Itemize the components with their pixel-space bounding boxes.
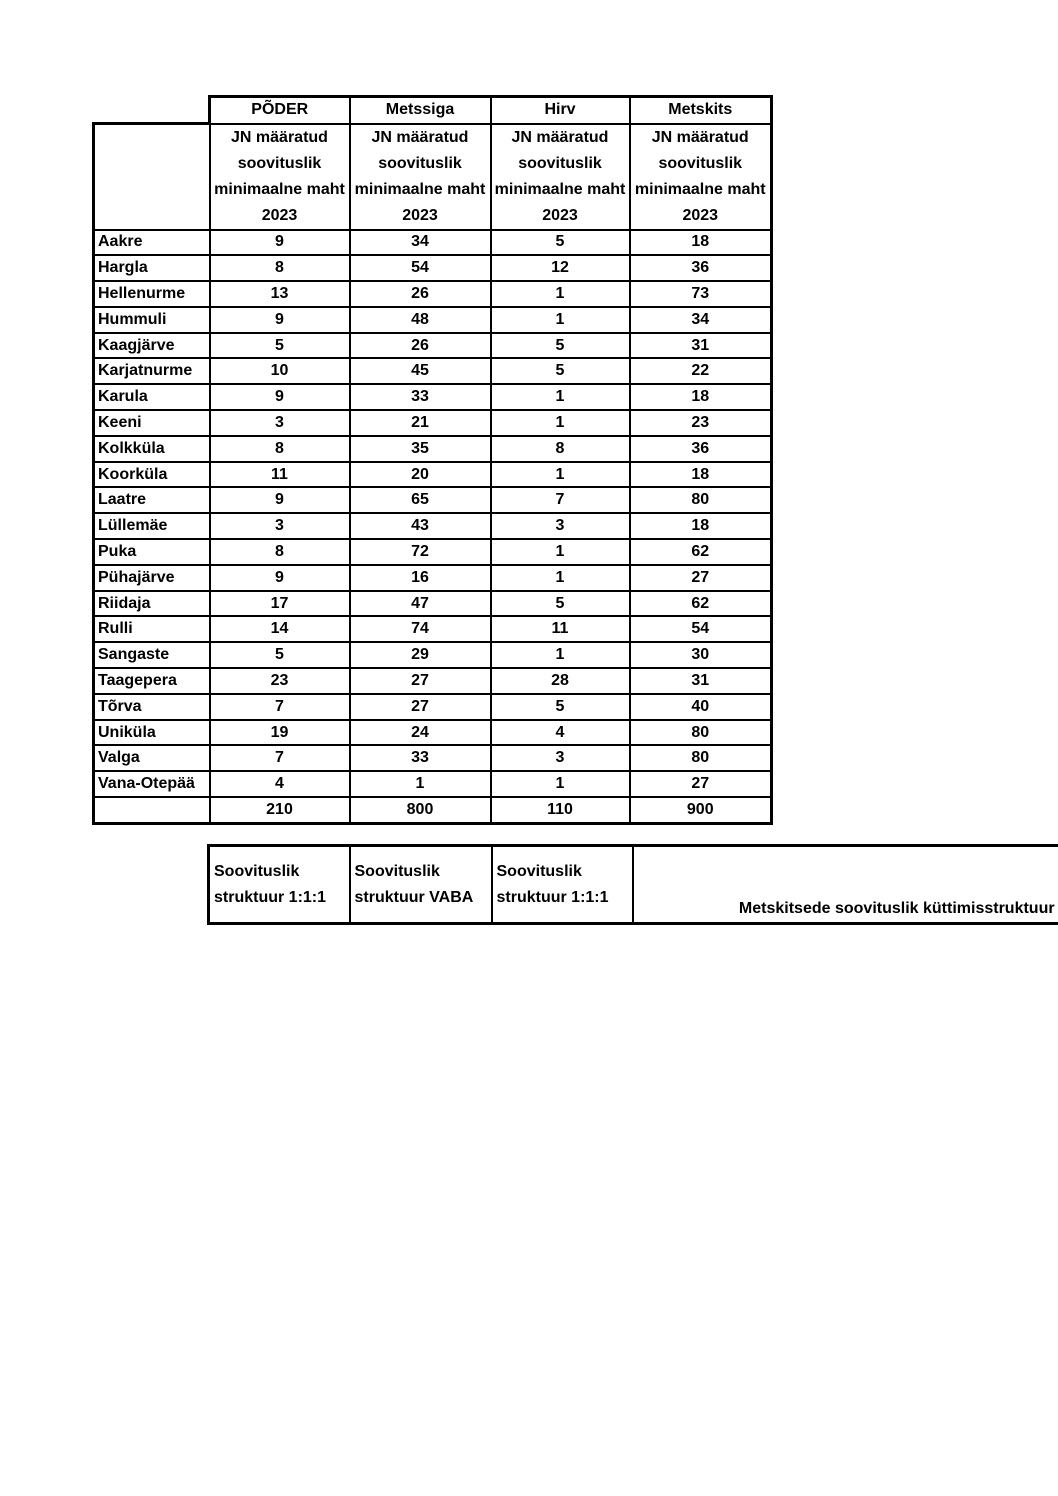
- value-cell: 26: [350, 333, 491, 359]
- value-cell: 72: [350, 539, 491, 565]
- species-header-cell: Hirv: [491, 97, 630, 124]
- value-cell: 5: [210, 333, 350, 359]
- value-cell: 29: [350, 642, 491, 668]
- table-row: [94, 616, 772, 642]
- table-row: [94, 513, 772, 539]
- value-cell: 24: [350, 720, 491, 746]
- subheader-cell: JN määratud soovituslik minimaalne maht 2023: [350, 124, 491, 230]
- total-cell: 900: [630, 797, 772, 823]
- value-cell: 27: [350, 694, 491, 720]
- value-cell: 45: [350, 358, 491, 384]
- value-cell: 27: [630, 771, 772, 797]
- row-label: Kaagjärve: [94, 333, 210, 359]
- ghost-cell: [94, 97, 210, 124]
- row-label: Tõrva: [94, 694, 210, 720]
- value-cell: 20: [350, 462, 491, 488]
- row-label: Puka: [94, 539, 210, 565]
- table-row: [94, 384, 772, 410]
- value-cell: 3: [210, 410, 350, 436]
- value-cell: 18: [630, 230, 772, 256]
- row-label: Lüllemäe: [94, 513, 210, 539]
- total-cell: 800: [350, 797, 491, 823]
- value-cell: 8: [210, 539, 350, 565]
- row-label: Riidaja: [94, 591, 210, 617]
- value-cell: 1: [491, 462, 630, 488]
- value-cell: 11: [491, 616, 630, 642]
- value-cell: 54: [350, 255, 491, 281]
- value-cell: 5: [491, 333, 630, 359]
- value-cell: 36: [630, 255, 772, 281]
- value-cell: 4: [491, 720, 630, 746]
- value-cell: 1: [491, 281, 630, 307]
- row-label: Uniküla: [94, 720, 210, 746]
- subheader-cell: JN määratud soovituslik minimaalne maht 2023: [210, 124, 350, 230]
- value-cell: 11: [210, 462, 350, 488]
- row-label: Pühajärve: [94, 565, 210, 591]
- value-cell: 1: [491, 410, 630, 436]
- total-cell: 210: [210, 797, 350, 823]
- value-cell: 7: [210, 745, 350, 771]
- species-header-cell: Metssiga: [350, 97, 491, 124]
- value-cell: 7: [210, 694, 350, 720]
- table-row: [94, 436, 772, 462]
- table-row: [94, 745, 772, 771]
- value-cell: 9: [210, 230, 350, 256]
- value-cell: 54: [630, 616, 772, 642]
- value-cell: 43: [350, 513, 491, 539]
- table-row: [94, 591, 772, 617]
- value-cell: 30: [630, 642, 772, 668]
- value-cell: 8: [491, 436, 630, 462]
- value-cell: 31: [630, 668, 772, 694]
- value-cell: 74: [350, 616, 491, 642]
- value-cell: 3: [210, 513, 350, 539]
- value-cell: 1: [491, 307, 630, 333]
- subheader-row: [94, 124, 772, 230]
- harvest-table: [92, 95, 773, 825]
- value-cell: 4: [210, 771, 350, 797]
- row-label: Taagepera: [94, 668, 210, 694]
- value-cell: 5: [491, 358, 630, 384]
- value-cell: 1: [350, 771, 491, 797]
- table-row: [94, 281, 772, 307]
- value-cell: 18: [630, 384, 772, 410]
- row-label: Keeni: [94, 410, 210, 436]
- note-cell: [633, 846, 1058, 924]
- value-cell: 28: [491, 668, 630, 694]
- value-cell: 1: [491, 539, 630, 565]
- table-row: [94, 720, 772, 746]
- row-label: Koorküla: [94, 462, 210, 488]
- value-cell: 48: [350, 307, 491, 333]
- row-label: Hellenurme: [94, 281, 210, 307]
- totals-row: [94, 797, 772, 823]
- value-cell: 17: [210, 591, 350, 617]
- table-row: [94, 410, 772, 436]
- value-cell: 13: [210, 281, 350, 307]
- table-row: [94, 462, 772, 488]
- structure-cell: Soovituslik struktuur 1:1:1: [492, 846, 633, 924]
- value-cell: 1: [491, 642, 630, 668]
- value-cell: 40: [630, 694, 772, 720]
- value-cell: 3: [491, 745, 630, 771]
- value-cell: 34: [630, 307, 772, 333]
- table-row: [94, 230, 772, 256]
- table-row: [94, 333, 772, 359]
- value-cell: 62: [630, 591, 772, 617]
- totals-empty-cell: [94, 797, 210, 823]
- value-cell: 10: [210, 358, 350, 384]
- value-cell: 18: [630, 462, 772, 488]
- value-cell: 31: [630, 333, 772, 359]
- value-cell: 14: [210, 616, 350, 642]
- species-header-cell: PÕDER: [210, 97, 350, 124]
- value-cell: 22: [630, 358, 772, 384]
- value-cell: 33: [350, 384, 491, 410]
- value-cell: 9: [210, 307, 350, 333]
- value-cell: 80: [630, 487, 772, 513]
- table-row: [94, 255, 772, 281]
- structure-table: [207, 844, 1058, 925]
- value-cell: 21: [350, 410, 491, 436]
- value-cell: 9: [210, 565, 350, 591]
- value-cell: 7: [491, 487, 630, 513]
- value-cell: 5: [491, 591, 630, 617]
- value-cell: 8: [210, 436, 350, 462]
- value-cell: 73: [630, 281, 772, 307]
- table-row: [94, 358, 772, 384]
- value-cell: 80: [630, 720, 772, 746]
- table-row: [94, 539, 772, 565]
- subheader-cell: JN määratud soovituslik minimaalne maht 2023: [630, 124, 772, 230]
- row-label: Kolkküla: [94, 436, 210, 462]
- row-label: Karula: [94, 384, 210, 410]
- value-cell: 27: [350, 668, 491, 694]
- value-cell: 18: [630, 513, 772, 539]
- value-cell: 5: [210, 642, 350, 668]
- row-label: Valga: [94, 745, 210, 771]
- value-cell: 8: [210, 255, 350, 281]
- subheader-cell: JN määratud soovituslik minimaalne maht 2023: [491, 124, 630, 230]
- table-row: [94, 642, 772, 668]
- value-cell: 65: [350, 487, 491, 513]
- table-row: [94, 668, 772, 694]
- value-cell: 26: [350, 281, 491, 307]
- value-cell: 80: [630, 745, 772, 771]
- structure-cell: Soovituslik struktuur VABA: [350, 846, 492, 924]
- value-cell: 62: [630, 539, 772, 565]
- value-cell: 36: [630, 436, 772, 462]
- value-cell: 1: [491, 771, 630, 797]
- value-cell: 3: [491, 513, 630, 539]
- value-cell: 5: [491, 230, 630, 256]
- species-header-cell: Metskits: [630, 97, 772, 124]
- row-label: Rulli: [94, 616, 210, 642]
- table-row: [94, 487, 772, 513]
- table-row: [94, 771, 772, 797]
- total-cell: 110: [491, 797, 630, 823]
- value-cell: 16: [350, 565, 491, 591]
- table-row: [94, 694, 772, 720]
- row-label: Laatre: [94, 487, 210, 513]
- value-cell: 19: [210, 720, 350, 746]
- value-cell: 35: [350, 436, 491, 462]
- value-cell: 1: [491, 384, 630, 410]
- value-cell: 12: [491, 255, 630, 281]
- row-label: Karjatnurme: [94, 358, 210, 384]
- value-cell: 27: [630, 565, 772, 591]
- structure-cell: Soovituslik struktuur 1:1:1: [209, 846, 350, 924]
- structure-row: [209, 846, 1058, 924]
- value-cell: 23: [630, 410, 772, 436]
- row-label: Vana-Otepää: [94, 771, 210, 797]
- row-label: Hargla: [94, 255, 210, 281]
- species-header-row: [94, 97, 772, 124]
- value-cell: 47: [350, 591, 491, 617]
- table-row: [94, 307, 772, 333]
- value-cell: 9: [210, 384, 350, 410]
- row-label: Sangaste: [94, 642, 210, 668]
- value-cell: 9: [210, 487, 350, 513]
- value-cell: 33: [350, 745, 491, 771]
- table-row: [94, 565, 772, 591]
- row-label: Hummuli: [94, 307, 210, 333]
- value-cell: 23: [210, 668, 350, 694]
- row-label: Aakre: [94, 230, 210, 256]
- value-cell: 1: [491, 565, 630, 591]
- value-cell: 34: [350, 230, 491, 256]
- value-cell: 5: [491, 694, 630, 720]
- corner-cell: [94, 124, 210, 230]
- footer-note: Metskitsede soovituslik küttimisstruktuur: [738, 900, 1055, 917]
